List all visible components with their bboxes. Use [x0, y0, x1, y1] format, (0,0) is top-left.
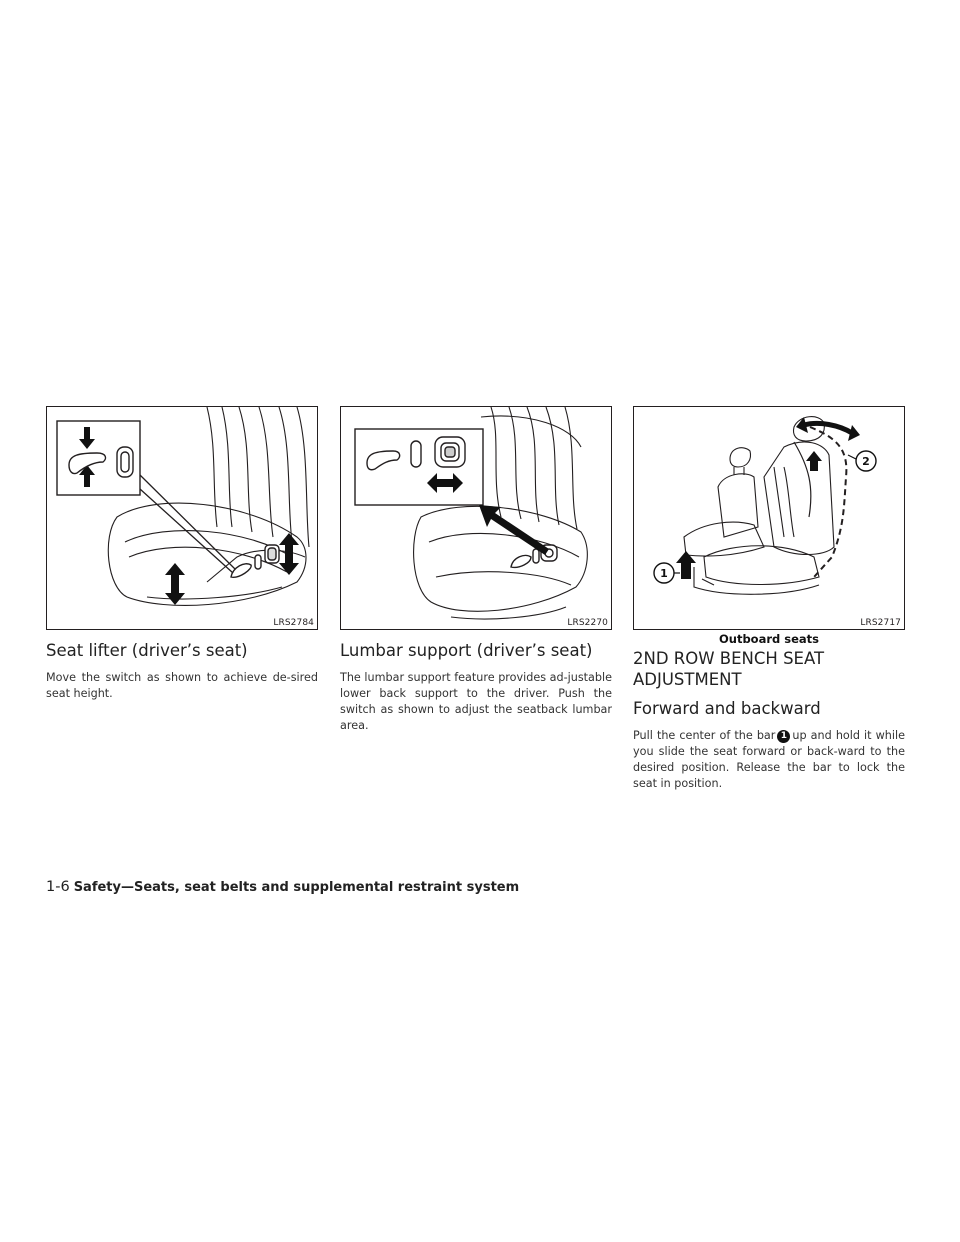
- section-subheading: Forward and backward: [633, 699, 821, 718]
- section-seat-lifter: [46, 406, 318, 702]
- figure-code: LRS2270: [567, 618, 608, 628]
- section-body: Move the switch as shown to achieve de-sired seat height.: [46, 671, 318, 700]
- section-body: The lumbar support feature provides ad-justable lower back support to the driver. Push the switch as shown to adjust the seatback lumbar area.: [340, 671, 612, 732]
- page-footer: [46, 879, 519, 895]
- body-text-before: Pull the center of the bar: [633, 729, 776, 742]
- body-text-after: up and hold it while you slide the seat forward or back-ward to the desired position. Release the bar to lock the seat in position.: [633, 729, 905, 790]
- seat-lifter-figure: [46, 406, 318, 630]
- seat-lifter-illustration: [47, 407, 317, 629]
- page-number: 1-6: [46, 879, 70, 895]
- figure-code: LRS2784: [273, 618, 314, 628]
- figure-caption: Outboard seats: [718, 632, 819, 646]
- section-title: Safety—Seats, seat belts and supplemental restraint system: [73, 880, 520, 895]
- bench-seat-figure: [633, 406, 905, 630]
- callout-1: 1: [660, 567, 668, 580]
- section-2nd-row-bench: [633, 406, 905, 792]
- figure-code: LRS2717: [860, 618, 901, 628]
- bench-seat-illustration: [634, 407, 904, 629]
- lumbar-support-illustration: [341, 407, 611, 629]
- section-body: [633, 728, 905, 792]
- section-heading: Seat lifter (driver’s seat): [46, 641, 248, 660]
- section-heading: Lumbar support (driver’s seat): [340, 641, 593, 660]
- callout-2: 2: [862, 455, 870, 468]
- lumbar-support-figure: [340, 406, 612, 630]
- callout-marker: 1: [777, 730, 790, 743]
- section-lumbar-support: [340, 406, 612, 734]
- section-heading: 2ND ROW BENCH SEAT ADJUSTMENT: [633, 649, 825, 689]
